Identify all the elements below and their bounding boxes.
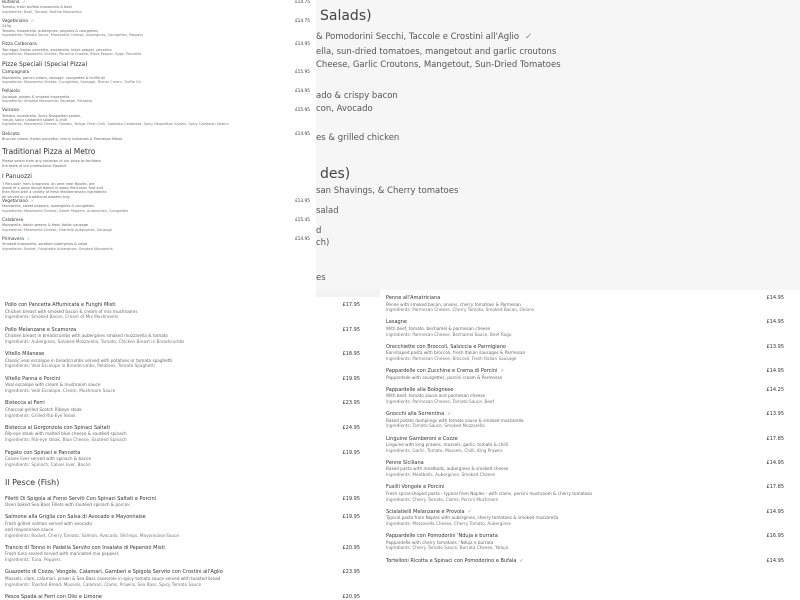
- item-description: Mozzarella, porcini cream, sausage, courgettes & truffle oil: [2, 75, 106, 80]
- menu-panel-pizza: [0, 0, 316, 300]
- menu-item: [2, 218, 316, 232]
- menu-item: [5, 400, 380, 418]
- vegetarian-leaf-icon: ✓: [525, 32, 533, 42]
- item-description: Linguine with king prawns, mussels, garlic, tomato & chilli: [386, 442, 509, 448]
- item-description: Tomato, fresh buffalo mozzarella & basil: [2, 5, 73, 10]
- item-price: £17.85: [766, 435, 784, 442]
- item-name-text: Penne Siciliana: [386, 459, 424, 466]
- zoomed-menu-text-content: es: [316, 273, 326, 283]
- item-description: Fresh tuna seared served with marinated mix peppers: [5, 551, 119, 557]
- description-line: Please select from any variation of our pizza to facilitate: [2, 159, 101, 164]
- zoomed-menu-text-content: Salads): [320, 8, 372, 24]
- section-title-fish: Il Pesce (Fish): [5, 477, 60, 487]
- item-name-text: Pappardelle con Pomodorini 'Nduja e burrata: [386, 533, 498, 540]
- zoomed-menu-text-content: con, Avocado: [316, 104, 373, 114]
- menu-item: [5, 450, 380, 468]
- special-pizza-list: [0, 70, 316, 141]
- item-name-text: Campagnola: [2, 70, 30, 76]
- menu-item: [386, 558, 800, 565]
- item-description: Classic veal escalope in breadcrumbs served with potatoes or tomato spaghetti: [5, 357, 173, 363]
- item-name-text: Bufalina: [2, 0, 20, 5]
- menu-item: [386, 533, 800, 551]
- vegetarian-leaf-icon: ✓: [30, 199, 35, 205]
- item-ingredients: Ingredients: Rocket, Cherry Tomato, Salmon, Avocado, Shrimps, Mayonnaise Sauce: [5, 532, 179, 538]
- item-description: Mozzarella, sweet peppers, aubergines & courgettes: [2, 204, 94, 209]
- item-ingredients: Ingredients: Tomato Sauce, Smoked Mozzarella: [386, 423, 485, 429]
- item-price: £13.95: [766, 411, 784, 418]
- item-ingredients: Ingredients: Cherry Tomato Sauce, Burrata Cheese, 'Nduja: [386, 545, 509, 551]
- menu-item: [5, 514, 380, 538]
- menu-item: [2, 199, 316, 213]
- zoomed-menu-text: [316, 104, 373, 114]
- zoomed-menu-text: [316, 133, 399, 143]
- menu-item: [386, 411, 800, 429]
- item-description: Chicken breast with smoked bacon & cream of mix mushrooms: [5, 308, 138, 314]
- item-price: £24.95: [342, 424, 360, 431]
- item-price: £14.95: [766, 295, 784, 301]
- item-description: Tomato, mozzarella, aubergines, peppers & courgettes: [2, 28, 98, 33]
- item-price: £19.95: [342, 375, 360, 382]
- zoomed-menu-text-content: d: [316, 226, 322, 236]
- item-name-text: Filetti Di Spigola al Forno Serviti Con Spinaci Saltati e Porcini: [5, 495, 157, 502]
- menu-item: [5, 351, 380, 369]
- zoomed-menu-text: [316, 206, 339, 216]
- menu-item: [2, 237, 316, 251]
- menu-item: [5, 327, 380, 345]
- item-ingredients: Ingredients: Mozzarella Cheese, Courgettes, Sausage, Porcini Cream, Truffle Oil: [2, 80, 141, 84]
- item-price: £15.95: [294, 70, 310, 76]
- item-description: Penne with smoked bacon, onions, cherry tomatoes & Parmesan: [386, 301, 521, 307]
- item-name-text: Delicata: [2, 131, 20, 137]
- item-ingredients: Ingredients: Tomato Sauce, Mozzarella Cheese, Aubergines, Courgettes, Peppers: [2, 33, 144, 37]
- item-description: Calves liver served with spinach & bacon: [5, 456, 92, 462]
- menu-item: [2, 108, 316, 126]
- item-name-text: Salmone alla Griglia con Salsa di Avocado e Mayonnaise: [5, 514, 146, 521]
- description-line: 'I Panuozzi' from Gragnano, an area near Naples, are: [2, 181, 95, 186]
- zoomed-menu-text-content: & Pomodorini Secchi, Taccole e Crostini all'Aglio: [316, 32, 520, 42]
- menu-item: [2, 89, 316, 103]
- item-description: Tomato, mozzarella, Spicy Neapolitan salami,: [2, 113, 82, 118]
- item-ingredients: Ingredients: Rocket, Funghetto Aubergines, Smoked Mozzarella: [2, 246, 113, 251]
- item-name-text: Tortelloni Ricotta e Spinaci con Pomodorino e Bufala: [386, 557, 517, 564]
- zoomed-menu-text: [320, 8, 372, 24]
- item-description: Chicken breast in breadcrumbs with aubergines smoked mozzarella & tomato: [5, 333, 168, 339]
- menu-item: [386, 368, 800, 380]
- item-description: With beef, tomato, bechamel & parmesan cheese: [386, 325, 491, 331]
- item-description: and mayonnaise sauce: [5, 526, 54, 532]
- zoomed-menu-text: [316, 186, 458, 196]
- item-ingredients: Ingredients: Mozzarella Cheese, Cherry Tomato, Aubergines: [386, 521, 511, 527]
- item-price: £23.95: [342, 569, 360, 576]
- zoomed-menu-text: [316, 60, 561, 70]
- item-description: Pappardelle with courgettes, porcini cream & Parmesan: [386, 374, 503, 380]
- vegetarian-leaf-icon: ✓: [467, 508, 472, 515]
- item-name: [5, 594, 380, 600]
- item-name-text: Pollo Melanzane e Scamorza: [5, 326, 77, 333]
- menu-item: [5, 302, 380, 320]
- item-description: Baked potato dumplings with tomato sauce & smoked mozzarella: [386, 417, 524, 423]
- item-price: £14.95: [766, 319, 784, 326]
- item-description: Rib-eye steak with melted blue cheese & sautéed spinach: [5, 431, 127, 437]
- description-line: made of a pizza dough baked in wood-fired oven first and: [2, 186, 104, 191]
- item-price: £17.95: [342, 326, 360, 333]
- zoomed-menu-text-content: ado & crispy bacon: [316, 91, 398, 101]
- item-description: Broccoli cream, Italian pancetta, cherry tomatoes & Parmesan flakes: [2, 137, 123, 141]
- item-ingredients: Ingredients: Veal Escalope in Breadcrumbs, Potatoes, Tomato Spaghetti: [5, 363, 155, 369]
- item-name-text: Orecchiette con Broccoli, Salsiccia e Parmigiano: [386, 343, 506, 350]
- zoomed-menu-text: [316, 238, 329, 248]
- item-description: Charcoal-grilled Scotch Ribeye steak: [5, 406, 82, 412]
- menu-item: [386, 484, 800, 502]
- item-name-text: Vitello Milanese: [5, 351, 45, 358]
- item-ingredients: Ingredients: Tuna, Peppers: [5, 557, 61, 563]
- item-price: £15.45: [294, 218, 310, 224]
- item-ingredients: Ingredients: Smoked Bacon, Cream of Mix Mushrooms: [5, 314, 119, 320]
- zoomed-menu-text-content: es & grilled chicken: [316, 133, 400, 143]
- zoomed-menu-text-content: ch): [316, 238, 330, 248]
- menu-item: [5, 594, 380, 600]
- metro-description: [2, 159, 316, 168]
- zoomed-menu-text: [316, 47, 556, 57]
- vegetarian-leaf-icon: ✓: [519, 557, 524, 564]
- menu-item: [5, 496, 380, 508]
- item-ingredients: Ingredients: Spinach, Calves liver, Bacon: [5, 461, 91, 467]
- item-description: Pappardelle with cherry tomatoes, 'Nduja e burrata: [386, 539, 494, 545]
- item-ingredients: Ingredients: Mozzarella Cheese, Pecorino Cheese, Black Pepper, Eggs, Pancetta: [2, 52, 142, 56]
- zoomed-menu-text-content: salad: [316, 206, 339, 216]
- item-name-text: Primavera: [2, 237, 24, 243]
- zoomed-menu-text-content: ella, sun-dried tomatoes, mangetout and garlic croutons: [316, 47, 557, 57]
- zoomed-menu-text-content: san Shavings, & Cherry tomatoes: [316, 186, 459, 196]
- item-price: £14.95: [294, 131, 310, 137]
- vegetarian-leaf-icon: ✓: [22, 0, 27, 5]
- item-name-text: Gnocchi alla Sorrentina: [386, 411, 445, 418]
- item-price: £14.95: [766, 508, 784, 515]
- panuozzi-list: [0, 199, 316, 251]
- item-name: [386, 558, 800, 565]
- menu-panel-mains: [0, 297, 380, 600]
- item-ingredients: Ingredients: Veal Escalope, Cream, Mushroom Sauce: [5, 388, 116, 394]
- item-ingredients: Ingredients: Aubergines, Smoked Mozzarella, Tomato, Chicken Breast in Breadcrumbs: [5, 338, 185, 344]
- item-name-text: Fegato con Spinaci e Pancetta: [5, 449, 81, 456]
- menu-panel-pasta: [380, 290, 800, 600]
- item-description: Ear-shaped pasta with broccoli, fresh Italian sausages & Parmesan: [386, 350, 526, 356]
- item-ingredients: Ingredients: Parmesan Cheese, Tomato Sauce, Beef: [386, 399, 494, 405]
- item-name-text: Vulcano: [2, 108, 19, 114]
- item-price: £20.95: [342, 594, 360, 600]
- item-ingredients: Ingredients: Toasted Bread, Mussels, Calamari, Clams, Prawns, Sea Bass, Spicy Tomato Sauce: [5, 581, 202, 587]
- item-description: 'nduja, spicy Calabrian salami & chilli: [2, 118, 68, 122]
- item-description: Two eggs, Italian pancetta, mozzarella, black pepper, pecorino: [2, 47, 112, 52]
- item-price: £14.95: [766, 368, 784, 375]
- item-name-text: Pesce Spada ai Ferri con Olio e Limone: [5, 594, 102, 600]
- menu-item: [386, 509, 800, 527]
- item-ingredients: Ingredients: Mozzarella Cheese, Sweet Peppers, Aubergines, Courgettes: [2, 208, 129, 213]
- item-price: £19.95: [342, 449, 360, 456]
- item-price: £17.85: [766, 484, 784, 491]
- menu-item: [386, 436, 800, 454]
- menu-item: [386, 344, 800, 362]
- menu-item: [386, 319, 800, 337]
- item-description: Baked pasta with meatballs, aubergines & smoked cheese: [386, 466, 509, 472]
- item-name-text: Vegetariano: [2, 199, 28, 205]
- item-description: Mussels, clam, calamari, prawn & Sea Bass casserole in spicy tomato sauce served with toasted bread: [5, 575, 221, 581]
- item-price: £20.95: [342, 544, 360, 551]
- pizza-list: [0, 0, 316, 56]
- item-price: £19.95: [342, 495, 360, 502]
- item-price: £18.95: [342, 351, 360, 358]
- item-description: Fresh grilled salmon served with avocado: [5, 520, 92, 526]
- item-ingredients: Ingredients: Mozzarella Cheese, Tomato, 'Nduja, Fresh Chili, Spianata Calabrese, Spicy Neapolitan Salami, Spicy Calabrian Salami: [2, 122, 229, 127]
- item-name-text: Bistecca ai Ferri: [5, 400, 45, 407]
- zoomed-menu-text: [316, 32, 532, 42]
- vegetarian-leaf-icon: ✓: [26, 237, 31, 243]
- menu-item: [2, 132, 316, 142]
- item-ingredients: Ingredients: Parmesan Cheese, Cherry Tomato, Smoked Bacon, Onions: [386, 307, 534, 313]
- item-price: £23.95: [342, 400, 360, 407]
- menu-item: [2, 0, 316, 14]
- item-ingredients: Ingredients: Smoked Mozzarella, Sausage, Potatoes: [2, 99, 93, 103]
- menu-item: [5, 425, 380, 443]
- item-price: £14.95: [294, 237, 310, 243]
- item-name-text: Pappardelle con Zucchine e Crema di Porcini: [386, 368, 498, 375]
- item-description: Sausage, potato & smoked mozzarella: [2, 94, 70, 99]
- menu-item: [5, 545, 380, 563]
- section-title-panuozzi: I Panuozzi: [2, 172, 32, 180]
- vegetarian-leaf-icon: ✓: [500, 368, 505, 375]
- item-ingredients: Ingredients: Meatballs, Aubergines, Smoked Cheese: [386, 472, 496, 478]
- item-price: £17.95: [342, 302, 360, 308]
- zoomed-menu-text: [316, 273, 326, 283]
- item-price: £13.95: [766, 343, 784, 350]
- item-price: £13.95: [294, 199, 310, 205]
- item-name-text: Bistecca al Gorgonzola con Spinaci Saltati: [5, 424, 110, 431]
- item-ingredients: Ingredients: Cherry Tomato, Clams, Porcini Mushroom: [386, 496, 499, 502]
- item-price: £16.95: [766, 533, 784, 540]
- item-price: £14.95: [294, 89, 310, 95]
- menu-panel-salads-zoomed: [316, 0, 800, 290]
- menu-item: [2, 42, 316, 56]
- item-name-text: Penne all'Amatriciana: [386, 295, 441, 301]
- item-description: Typical pasta from Naples with aubergines, cherry tomatoes & smoked mozzarella: [386, 515, 559, 521]
- item-name-text: Lasagne: [386, 319, 407, 326]
- item-price: £14.75: [294, 0, 310, 5]
- item-ingredients: Ingredients: Grilled Rib-Eye Steak: [5, 412, 76, 418]
- item-description: Smoked mozzarella, sautéed aubergines & salad: [2, 242, 88, 247]
- menu-item: [5, 376, 380, 394]
- description-line: all served on a traditional wooden tray: [2, 194, 70, 199]
- description-line: then filled with a variety of fresh Mediterranean ingredients: [2, 190, 107, 195]
- item-description: Mozzarella, Italian greens & fresh Italian sausage: [2, 223, 89, 228]
- item-ingredients: Ingredients: Parmesan Cheese, Bechamel Sauce, Beef Ragu: [386, 331, 512, 337]
- item-price: £14.95: [766, 557, 784, 564]
- item-ingredients: Ingredients: Garlic, Tomato, Mussels, Chilli, King Prawns: [386, 447, 503, 453]
- zoomed-menu-text-content: Cheese, Garlic Croutons, Mangetout, Sun-Dried Tomatoes: [316, 60, 561, 70]
- zoomed-menu-text: [316, 226, 321, 236]
- panuozzi-description: [2, 182, 316, 199]
- fish-list: [0, 496, 380, 600]
- item-price: £14.95: [766, 459, 784, 466]
- item-price: £14.95: [294, 42, 310, 48]
- item-name-text: Fusilli Vongole e Porcini: [386, 484, 445, 491]
- section-title-pizza-metro: Traditional Pizza al Metro: [2, 147, 96, 157]
- item-name-text: Calabrese: [2, 218, 24, 224]
- menu-item: [386, 460, 800, 478]
- item-price: £14.25: [766, 386, 784, 393]
- menu-item: [2, 19, 316, 37]
- item-name-text: Pizza Carbonara: [2, 42, 37, 48]
- item-description: Fresh spiral-shaped pasta - typical from Naples - with clams, porcini mushroom & cherry tomatoes: [386, 490, 593, 496]
- item-price: £14.75: [294, 19, 310, 24]
- menu-item: [2, 70, 316, 84]
- item-name-text: Vitello Panna e Porcini: [5, 375, 61, 382]
- section-title-special-pizza: Pizze Speciali (Special Pizza): [2, 61, 88, 69]
- menu-item: [386, 295, 800, 313]
- item-name-text: Linguine Gamberoni e Cozze: [386, 435, 458, 442]
- item-name-text: Pollaiola: [2, 89, 20, 95]
- zoomed-menu-text-content: des): [320, 166, 351, 182]
- item-ingredients: Ingredients: Basil, Tomato, Buffalo Mozzarella: [2, 9, 82, 14]
- vegetarian-leaf-icon: ✓: [447, 411, 452, 418]
- description-line: the taste of our professional Pizzaioli: [2, 163, 67, 168]
- item-price: £19.95: [342, 514, 360, 521]
- item-description: Veal escalope with cream & mushroom sauce: [5, 382, 101, 388]
- zoomed-menu-text: [320, 166, 350, 182]
- item-name-text: Pollo con Pancetta Affumicata e Funghi Misti: [5, 302, 116, 308]
- item-ingredients: Ingredients: Parmesan Cheese, Broccoli, Fresh Italian Sausage: [386, 356, 517, 362]
- item-ingredients: Ingredients: Rib-eye steak, Blue Cheese, Sautéed Spinach: [5, 437, 127, 443]
- pasta-list: [380, 290, 800, 564]
- item-name-text: Scialatielli Melanzane e Provola: [386, 508, 465, 515]
- menu-item: [386, 387, 800, 405]
- item-name-text: Pappardelle alla Bolognese: [386, 386, 454, 393]
- item-name-text: Guazzetto di Cozze, Vongole, Calamari, Gamberi e Spigola Servito con Crostini all'Aglio: [5, 569, 223, 576]
- meat-list: [0, 297, 380, 468]
- item-description: With beef, tomato sauce and parmesan cheese: [386, 393, 486, 399]
- vegetarian-leaf-icon: ✓: [30, 19, 35, 24]
- item-price: £15.95: [294, 108, 310, 114]
- menu-item: [5, 569, 380, 587]
- item-name-text: Trancio di Tonno in Padella Servito con Insalata di Peperoni Misti: [5, 544, 165, 551]
- item-description: 250g: [2, 24, 11, 29]
- item-name-text: Vegetariana: [2, 19, 28, 24]
- item-ingredients: Ingredients: Mozzarella Cheese, Friarielle Aubergines, Sausage: [2, 227, 112, 232]
- item-description: Oven baked Sea Bass Fillets with sautéed spinach & porcini: [5, 502, 130, 508]
- zoomed-menu-text: [316, 91, 398, 101]
